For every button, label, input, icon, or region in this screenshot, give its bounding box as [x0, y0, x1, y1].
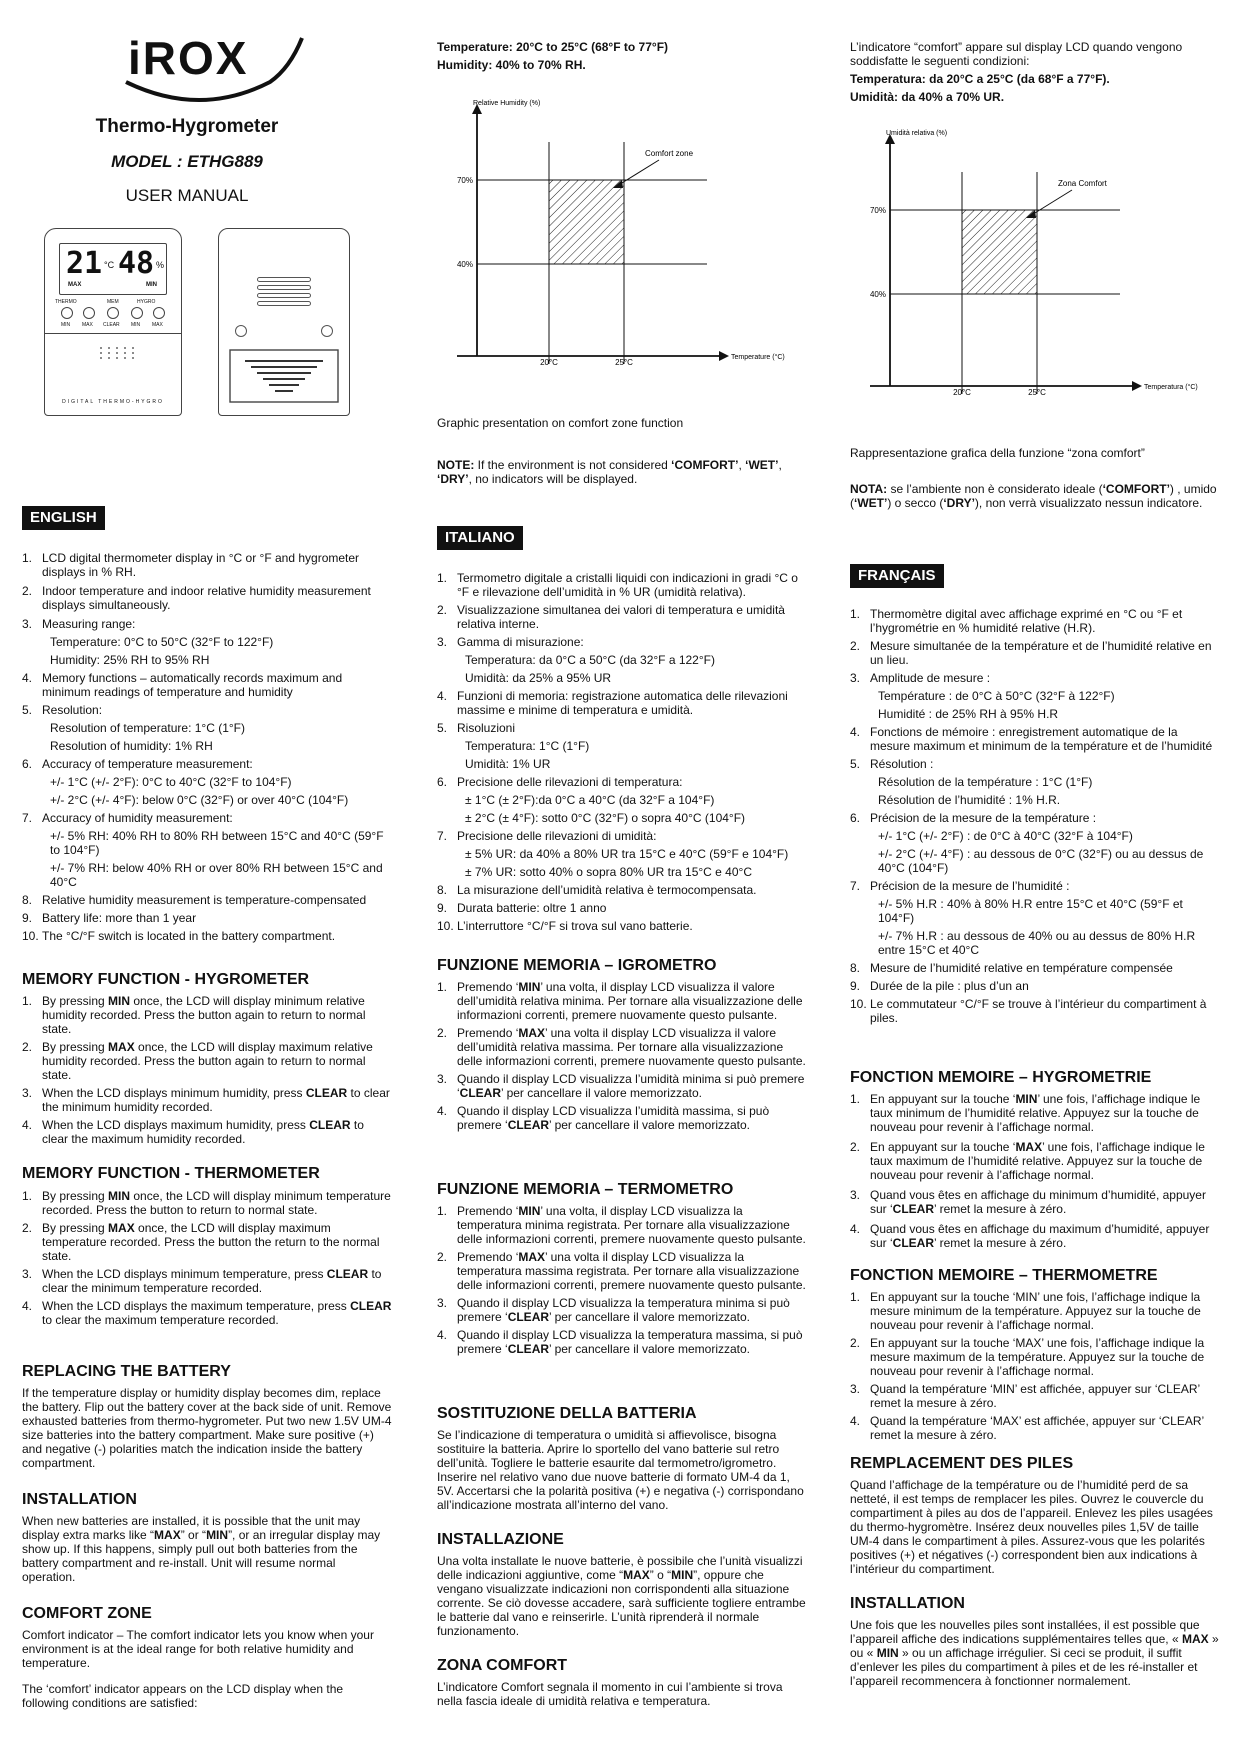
list-item: 1. Thermomètre digital avec affichage exprimé en °C ou °F et l’hygrométrie en % humidité relative (H.R).: [850, 607, 1183, 635]
button-label-4: MIN: [131, 322, 141, 328]
francais-battery-heading: REMPLACEMENT DES PILES: [850, 1455, 1074, 1472]
annotation-pointer: [1030, 190, 1072, 216]
italiano-comfort-text: L’indicatore Comfort segnala il momento in cui l’ambiente si trova nella fascia ideale di umidità relativa e temperatura.: [437, 1680, 783, 1708]
francais-installation-heading: INSTALLATION: [850, 1595, 965, 1612]
english-memory-thermometer-list: [22, 1189, 392, 1327]
list-item: 3. Quand vous êtes en affichage du minimum d’humidité, appuyer sur ‘CLEAR’ remet la mesure à zéro.: [850, 1188, 1206, 1216]
y-axis-label: Relative Humidity (%): [473, 100, 541, 107]
y-tick-label: 70%: [456, 176, 473, 185]
list-item: 4. Funzioni di memoria: registrazione automatica delle rilevazioni massime e minime di temperatura e umidità.: [437, 689, 788, 717]
list-item: 4. When the LCD displays the maximum temperature, press CLEAR to clear the maximum temperature recorded.: [22, 1299, 392, 1327]
list-item: 5. Résolution : Résolution de la température : 1°C (1°F) Résolution de l’humidité : 1% H.R.: [850, 757, 1093, 807]
list-item: 3. Measuring range: Temperature: 0°C to 50°C (32°F to 122°F) Humidity: 25% RH to 95% RH: [22, 617, 274, 667]
x-axis-label: Temperature (°C): [731, 354, 785, 361]
english-memory-hygrometer-heading: MEMORY FUNCTION - HYGROMETER: [22, 971, 310, 988]
list-item: 3. Quand la température ‘MIN’ est affichée, appuyer sur ‘CLEAR’ remet la mesure à zéro.: [850, 1382, 1200, 1410]
italiano-installation-heading: INSTALLAZIONE: [437, 1531, 564, 1548]
english-memory-hygrometer-list: [22, 994, 392, 1146]
list-item: 7. Accuracy of humidity measurement: +/- 5% RH: 40% RH to 80% RH between 15°C and 40°C (59°F to 104°F) +/- 7% RH: below 40% RH or over 80% RH between 15°C and 40°C: [22, 811, 384, 889]
product-title: Thermo-Hygrometer: [95, 116, 279, 137]
italiano-memory-thermometer-heading: FUNZIONE MEMORIA – TERMOMETRO: [437, 1181, 734, 1198]
button-hygro-max: [153, 307, 165, 319]
y-tick-label: 40%: [869, 290, 886, 299]
list-item: 3. Quando il display LCD visualizza la temperatura minima si può premere ‘CLEAR’ per cancellare il valore memorizzato.: [437, 1296, 790, 1324]
button-label-1: MIN: [61, 322, 71, 328]
irox-logo: [120, 28, 320, 106]
list-item: 4. When the LCD displays maximum humidity, press CLEAR to clear the maximum humidity recorded.: [22, 1118, 364, 1146]
list-item: 4. Quand la température ‘MAX’ est affichée, appuyer sur ‘CLEAR’ remet la mesure à zéro.: [850, 1414, 1204, 1442]
thermo-group-label: THERMO: [55, 299, 77, 305]
list-item: 1. By pressing MIN once, the LCD will display minimum relative humidity recorded. Press the button again to return to normal state.: [22, 994, 366, 1036]
list-item: 9. Durée de la pile : plus d’un an: [850, 979, 1029, 993]
lcd-min-label: MIN: [146, 282, 157, 288]
speaker-holes-icon: [97, 345, 137, 361]
list-item: 2. Visualizzazione simultanea dei valori di temperatura e umidità relativa interne.: [437, 603, 785, 631]
list-item: 10. Le commutateur °C/°F se trouve à l’intérieur du compartiment à piles.: [850, 997, 1207, 1025]
list-item: 3. When the LCD displays minimum humidity, press CLEAR to clear the minimum humidity recorded.: [22, 1086, 390, 1114]
francais-language-label: FRANÇAIS: [850, 564, 944, 588]
comfort-zone-label: Zona Comfort: [1058, 179, 1107, 188]
list-item: 2. En appuyant sur la touche ‘MAX’ une fois, l’affichage indique le taux maximum de l’humidité relative. Appuyez sur la touche de nouveau pour revenir à l’affichage normal.: [850, 1140, 1205, 1182]
model-number: MODEL : ETHG889: [111, 152, 263, 171]
button-label-5: MAX: [152, 322, 163, 328]
italiano-condition-temperature: Temperatura: da 20°C a 25°C (da 68°F a 77°F).: [850, 72, 1110, 86]
english-condition-temperature: Temperature: 20°C to 25°C (68°F to 77°F): [437, 40, 669, 54]
x-tick-label: 20°C: [540, 358, 558, 367]
button-clear: [107, 307, 119, 319]
device-divider: [45, 333, 181, 334]
hygro-group-label: HYGRO: [137, 299, 156, 305]
list-item: 7. Précision de la mesure de l’humidité : +/- 5% H.R : 40% à 80% H.R entre 15°C et 40°C (59°F et 104°F) +/- 7% H.R : au dessous de 40% ou au dessus de 80% H.R entre 15°C et 40°C: [850, 879, 1196, 957]
list-item: 7. Precisione delle rilevazioni di umidità: ± 5% UR: da 40% a 80% UR tra 15°C e 40°C (59°F e 104°F) ± 7% UR: sotto 40% o sopra 80% UR tra 15°C e 40°C: [437, 829, 789, 879]
list-item: 1. Premendo ‘MIN’ una volta, il display LCD visualizza la temperatura minima registrata. Per tornare alla visualizzazione delle informazioni correnti, premere nuovamente questo pulsante.: [437, 1204, 806, 1246]
list-item: 2. By pressing MAX once, the LCD will display maximum temperature recorded. Press the button the return to the normal state.: [22, 1221, 380, 1263]
list-item: 9. Battery life: more than 1 year: [22, 911, 197, 925]
list-item: 3. Gamma di misurazione: Temperatura: da 0°C a 50°C (da 32°F a 122°F) Umidità: da 25% a 95% UR: [437, 635, 715, 685]
list-item: 2. Premendo ‘MAX’ una volta il display LCD visualizza la temperatura massima registrata. Per tornare alla visualizzazione delle informazioni correnti, premere nuovamente questo pulsante.: [437, 1250, 806, 1292]
x-axis-label: Temperatura (°C): [1144, 384, 1198, 391]
list-item: 10. L’interruttore °C/°F si trova sul vano batterie.: [437, 919, 693, 933]
screw-hole-right-icon: [321, 325, 333, 337]
list-item: 1. Premendo ‘MIN’ una volta, il display LCD visualizza il valore dell’umidità relativa minima. Per tornare alla visualizzazione delle informazioni correnti, premere nuovamente questo pulsante.: [437, 980, 803, 1022]
button-label-3: CLEAR: [103, 322, 120, 328]
list-item: 2. Mesure simultanée de la température et de l’humidité relative en un lieu.: [850, 639, 1212, 667]
list-item: 4. Memory functions – automatically records maximum and minimum readings of temperature and humidity: [22, 671, 343, 699]
francais-memory-thermometer-heading: FONCTION MEMOIRE – THERMOMETRE: [850, 1267, 1158, 1284]
comfort-zone-label: Comfort zone: [645, 149, 694, 158]
comfort-zone-area: [549, 180, 624, 264]
english-comfort-conditions-intro: The ‘comfort’ indicator appears on the LCD display when the following conditions are satisfied:: [22, 1682, 344, 1710]
list-item: 4. Quand vous êtes en affichage du maximum d’humidité, appuyer sur ‘CLEAR’ remet la mesure à zéro.: [850, 1222, 1210, 1250]
list-item: 1. Termometro digitale a cristalli liquidi con indicazioni in gradi °C o °F e rilevazione dell’umidità in % UR (umidità relativa).: [437, 571, 798, 599]
francais-battery-text: Quand l’affichage de la température ou de l’humidité perd de sa netteté, il est temps de remplacer les piles. Ouvrez le couvercle du compartiment à piles au dos de l’appareil. Enlevez les piles usagées du thermo-hygromètre. Insérez deux nouvelles piles 1,5V de taille UM-4 dans le compartiment à piles. Assurez-vous que les polarités positives (+) et négatives (-) correspondent bien aux indications à l’intérieur du compartiment.: [850, 1478, 1213, 1576]
list-item: 8. La misurazione dell’umidità relativa è termocompensata.: [437, 883, 757, 897]
device-bottom-label: DIGITAL THERMO-HYGRO: [62, 399, 164, 405]
annotation-pointer: [617, 160, 659, 186]
list-item: 2. By pressing MAX once, the LCD will display maximum relative humidity recorded. Press the button again to return to normal state.: [22, 1040, 373, 1082]
italiano-memory-hygrometer-heading: FUNZIONE MEMORIA – IGROMETRO: [437, 957, 717, 974]
italiano-graph-caption: Rappresentazione grafica della funzione “zona comfort”: [850, 446, 1145, 460]
english-battery-text: If the temperature display or humidity display becomes dim, replace the battery. Flip out the battery cover at the back side of unit. Remove exhausted batteries from thermo-hygrometer. Put two new 1.5V UM-4 size batteries into the battery compartment. Make sure positive (+) and negative (-) polarities match the indication inside the battery compartment.: [22, 1386, 392, 1470]
english-installation-text: When new batteries are installed, it is possible that the unit may display extra marks like “MAX” or “MIN”, or an irregular display may show up. If this happens, simply pull out both batteries from the battery compartment and re-install. Unit will resume normal operation.: [22, 1514, 381, 1584]
list-item: 3. Amplitude de mesure : Température : de 0°C à 50°C (32°F à 122°F) Humidité : de 25% RH à 95% H.R: [850, 671, 1115, 721]
y-tick-label: 70%: [869, 206, 886, 215]
english-condition-humidity: Humidity: 40% to 70% RH.: [437, 58, 586, 72]
list-item: 4. Fonctions de mémoire : enregistrement automatique de la mesure maximum et minimum de la température et de l’humidité: [850, 725, 1213, 753]
list-item: 2. Premendo ‘MAX’ una volta il display LCD visualizza il valore dell’umidità relativa massima. Per tornare alla visualizzazione delle informazioni correnti, premere nuovamente questo pulsante.: [437, 1026, 806, 1068]
italiano-language-label: ITALIANO: [437, 526, 523, 550]
list-item: 1. LCD digital thermometer display in °C or °F and hygrometer displays in % RH.: [22, 551, 360, 579]
lcd-humidity: 48: [118, 246, 155, 281]
italiano-memory-hygrometer-list: [437, 980, 809, 1132]
francais-installation-text: Une fois que les nouvelles piles sont installées, il est possible que l’appareil affiche des indications supplémentaires telles que, « MAX » ou « MIN » ou un affichage irrégulier. Si ceci se produit, il suffit d’enlever les piles du compartiment à piles et de les ré-installer et l’appareil recommencera à fonctionner normalement.: [850, 1618, 1219, 1688]
lcd-temperature: 21: [66, 246, 103, 281]
english-graph-caption: Graphic presentation on comfort zone function: [437, 416, 684, 430]
comfort-zone-chart-it: [850, 122, 1230, 412]
italiano-battery-text: Se l’indicazione di temperatura o umidità si affievolisce, bisogna sostituire la batteria. Aprire lo sportello del vano batterie sul retro dell’unità. Togliere le batterie esaurite dal termometro/igrometro. Inserire nel relativo vano due nuove batterie di formato UM-4 da 1, 5V. Accertarsi che la polarità positiva (+) e negativa (-) corrispondano all’indicazione mostrata all’interno del vano.: [437, 1428, 804, 1512]
list-item: 6. Accuracy of temperature measurement: +/- 1°C (+/- 2°F): 0°C to 40°C (32°F to 104°F) +/- 2°C (+/- 4°F): below 0°C (32°F) or over 40°C (104°F): [22, 757, 349, 807]
italiano-comfort-conditions-intro: L’indicatore “comfort” appare sul display LCD quando vengono soddisfatte le seguenti condizioni:: [850, 40, 1183, 68]
x-axis-arrow-icon: [1132, 381, 1142, 391]
lcd-display: [59, 243, 167, 295]
list-item: 10. The °C/°F switch is located in the battery compartment.: [22, 929, 336, 943]
comfort-zone-chart-en: [437, 92, 817, 382]
x-tick-label: 25°C: [1028, 388, 1046, 397]
mem-group-label: MEM: [107, 299, 119, 305]
italiano-note: NOTA: se l’ambiente non è considerato ideale (‘COMFORT’) , umido (‘WET’) o secco (‘DRY’), non verrà visualizzato nessun indicatore.: [850, 482, 1217, 510]
english-comfort-heading: COMFORT ZONE: [22, 1605, 152, 1622]
list-item: 5. Resolution: Resolution of temperature: 1°C (1°F) Resolution of humidity: 1% RH: [22, 703, 246, 753]
list-item: 6. Precisione delle rilevazioni di temperatura: ± 1°C (± 2°F):da 0°C a 40°C (da 32°F a 104°F) ± 2°C (± 4°F): sotto 0°C (32°F) o sopra 40°C (104°F): [437, 775, 746, 825]
italiano-comfort-heading: ZONA COMFORT: [437, 1657, 568, 1674]
francais-memory-thermometer-list: [850, 1290, 1220, 1442]
list-item: 9. Durata batterie: oltre 1 anno: [437, 901, 607, 915]
button-label-2: MAX: [82, 322, 93, 328]
list-item: 4. Quando il display LCD visualizza l’umidità massima, si può premere ‘CLEAR’ per cancellare il valore memorizzato.: [437, 1104, 770, 1132]
italiano-memory-thermometer-list: [437, 1204, 809, 1356]
english-comfort-text: Comfort indicator – The comfort indicator lets you know when your environment is at the ideal range for both relative humidity and temperature.: [22, 1628, 374, 1670]
button-thermo-min: [61, 307, 73, 319]
list-item: 1. En appuyant sur la touche ‘MIN’ une fois, l’affichage indique la mesure minimum de la température. Appuyez sur la touche de nouveau pour revenir à l’affichage normal.: [850, 1290, 1201, 1332]
lcd-humidity-unit: %: [156, 260, 165, 270]
list-item: 1. By pressing MIN once, the LCD will display minimum temperature recorded. Press the button to return to normal state.: [22, 1189, 391, 1217]
lcd-temperature-unit: °C: [104, 260, 115, 270]
logo-text: iROX: [128, 32, 249, 84]
list-item: 8. Mesure de l’humidité relative en température compensée: [850, 961, 1173, 975]
x-tick-label: 20°C: [953, 388, 971, 397]
english-memory-thermometer-heading: MEMORY FUNCTION - THERMOMETER: [22, 1165, 320, 1182]
list-item: 6. Précision de la mesure de la température : +/- 1°C (+/- 2°F) : de 0°C à 40°C (32°F à 104°F) +/- 2°C (+/- 4°F) : au dessous de 0°C (32°F) ou au dessus de 40°C (104°F): [850, 811, 1204, 875]
screw-hole-left-icon: [235, 325, 247, 337]
english-installation-heading: INSTALLATION: [22, 1491, 137, 1508]
list-item: 3. Quando il display LCD visualizza l’umidità minima si può premere ‘CLEAR’ per cancellare il valore memorizzato.: [437, 1072, 805, 1100]
device-back-illustration: [218, 228, 350, 416]
button-thermo-max: [83, 307, 95, 319]
comfort-zone-area: [962, 210, 1037, 294]
back-grille-icon: [257, 277, 311, 303]
italiano-installation-text: Una volta installate le nuove batterie, è possibile che l’unità visualizzi delle indicazioni aggiuntive, come “MAX” o “MIN”, oppure che vengano visualizzate indicazioni non corrispondenti alla situazione corrente. Se ciò dovesse accadere, sarà sufficiente togliere entrambe le batterie dal vano e reinserirle. L’unità riprenderà il normale funzionamento.: [437, 1554, 806, 1638]
italiano-condition-humidity: Umidità: da 40% a 70% UR.: [850, 90, 1005, 104]
list-item: 4. Quando il display LCD visualizza la temperatura massima, si può premere ‘CLEAR’ per cancellare il valore memorizzato.: [437, 1328, 803, 1356]
device-front-illustration: [44, 228, 182, 416]
list-item: 2. Indoor temperature and indoor relative humidity measurement displays simultaneously.: [22, 584, 371, 612]
battery-cover-icon: [229, 349, 339, 403]
english-note: NOTE: If the environment is not considered ‘COMFORT’, ‘WET’, ‘DRY’, no indicators will be displayed.: [437, 458, 782, 486]
x-tick-label: 25°C: [615, 358, 633, 367]
y-axis-label: Umidità relativa (%): [886, 130, 948, 137]
x-axis-arrow-icon: [719, 351, 729, 361]
italiano-feature-list: [437, 571, 809, 933]
list-item: 1. En appuyant sur la touche ‘MIN’ une fois, l’affichage indique le taux minimum de l’humidité relative. Appuyez sur la touche de nouveau pour revenir à l’affichage normal.: [850, 1092, 1201, 1134]
english-feature-list: [22, 551, 392, 943]
list-item: 5. Risoluzioni Temperatura: 1°C (1°F) Umidità: 1% UR: [437, 721, 590, 771]
lcd-max-label: MAX: [68, 282, 82, 288]
francais-feature-list: [850, 607, 1220, 1025]
english-language-label: ENGLISH: [22, 506, 105, 530]
francais-memory-hygrometer-list: [850, 1092, 1220, 1250]
english-battery-heading: REPLACING THE BATTERY: [22, 1363, 231, 1380]
list-item: 3. When the LCD displays minimum temperature, press CLEAR to clear the minimum temperature recorded.: [22, 1267, 382, 1295]
list-item: 8. Relative humidity measurement is temperature-compensated: [22, 893, 367, 907]
button-hygro-min: [131, 307, 143, 319]
manual-title: USER MANUAL: [125, 186, 249, 205]
italiano-battery-heading: SOSTITUZIONE DELLA BATTERIA: [437, 1405, 697, 1422]
list-item: 2. En appuyant sur la touche ‘MAX’ une fois, l’affichage indique la mesure maximum de la température. Appuyez sur la touche de nouveau pour revenir à l’affichage normal.: [850, 1336, 1205, 1378]
francais-memory-hygrometer-heading: FONCTION MEMOIRE – HYGROMETRIE: [850, 1069, 1152, 1086]
y-tick-label: 40%: [456, 260, 473, 269]
